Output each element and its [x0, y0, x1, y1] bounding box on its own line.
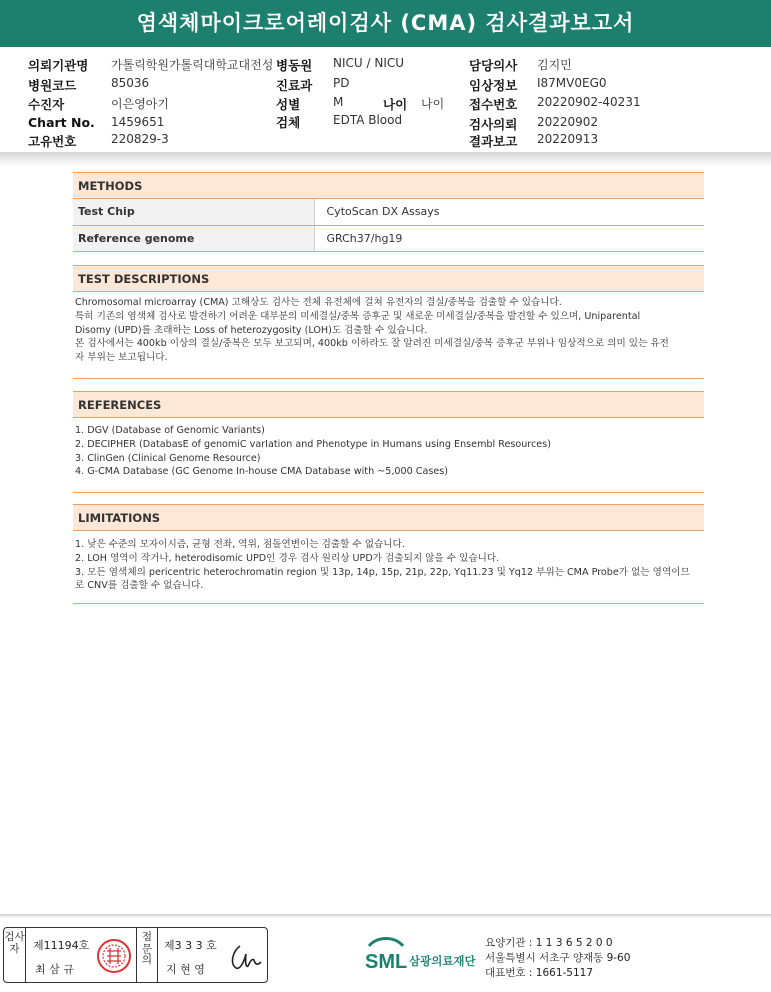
info-label: 나이 [383, 97, 408, 112]
info-label: 검체 [276, 115, 301, 130]
references-section [73, 391, 704, 493]
org-contact [485, 936, 630, 981]
references-heading: REFERENCES [73, 391, 704, 418]
methods-value: GRCh37/hg19 [314, 225, 704, 251]
list-item: 로 CNV를 검출할 수 없습니다. [75, 580, 204, 592]
org-line: 요양기관 : 1 1 3 6 5 2 0 0 [485, 937, 613, 949]
list-item: 3. 모든 염색체의 pericentric heterochromatin region 및 13p, 14p, 15p, 21p, 22p, Yq11.23 및 Yq12 부위는 CMA Probe가 없는 영역이므 [75, 566, 690, 578]
info-label: 병원코드 [28, 78, 77, 93]
info-label: 검사의뢰 [469, 117, 518, 132]
info-label: 임상정보 [469, 78, 518, 93]
seal-icon [96, 938, 132, 974]
info-label: 고유번호 [28, 134, 77, 149]
list-item: 3. ClinGen (Clinical Genome Resource) [75, 452, 261, 464]
text-line: 자 부위는 보고됩니다. [75, 352, 168, 364]
limitations-section [73, 504, 704, 605]
info-value: 20220902-40231 [537, 95, 641, 109]
logo-text: SML [365, 951, 408, 973]
info-label: 진료과 [276, 78, 313, 93]
org-name: 삼광의료재단 [409, 954, 476, 968]
info-label: Chart No. [28, 115, 95, 130]
table-row [73, 225, 704, 251]
methods-table [73, 199, 704, 252]
info-value: 가톨릭학원가톨릭대학교대전성 [111, 58, 274, 72]
reviewer-license: 제3 3 3 호 [164, 939, 217, 952]
text-line: Chromosomal microarray (CMA) 고해상도 검사는 전체 유전체에 걸쳐 유전자의 결실/중복을 검출할 수 있습니다. [75, 297, 562, 308]
section-rule [73, 492, 704, 493]
section-rule [73, 603, 704, 604]
reviewer-name: 지 현 영 [166, 963, 205, 976]
info-value: 나이 [421, 97, 445, 111]
methods-value: CytoScan DX Assays [314, 199, 704, 225]
patient-info-panel [0, 52, 771, 148]
examiner-label: 검사자 [4, 928, 26, 982]
text-line: 특히 기존의 염색체 검사로 발견하기 어려운 대부분의 미세결실/중복 증후군 및 새로운 미세결실/중복을 발견할 수 있으며, Uniparental [75, 310, 641, 322]
info-value: M [333, 95, 344, 109]
methods-key: Test Chip [73, 199, 314, 225]
limitations-body [73, 531, 704, 593]
test-descriptions-body [73, 292, 704, 365]
table-row [73, 199, 704, 225]
reviewer-label: 점문의 [136, 928, 158, 982]
report-title: 염색체마이크로어레이검사 (CMA) 검사결과보고서 [0, 0, 771, 47]
signature-icon [226, 938, 264, 974]
signature-box [3, 927, 268, 983]
section-rule [73, 378, 704, 379]
list-item: 4. G-CMA Database (GC Genome In-house CMA Database with ~5,000 Cases) [75, 466, 448, 478]
info-label: 병동원 [276, 58, 313, 73]
info-value: I87MV0EG0 [537, 76, 607, 90]
sml-logo-icon [363, 934, 481, 978]
limitations-heading: LIMITATIONS [73, 504, 704, 531]
list-item: 1. DGV (Database of Genomic Variants) [75, 425, 265, 436]
info-value: 1459651 [111, 115, 165, 129]
list-item: 2. DECIPHER (DatabasE of genomiC varIation and Phenotype in Humans using Ensembl Resources) [75, 438, 551, 450]
info-value: 김지민 [537, 58, 572, 72]
info-value: 85036 [111, 76, 150, 90]
test-descriptions-heading: TEST DESCRIPTIONS [73, 265, 704, 292]
info-label: 수진자 [28, 97, 65, 112]
header-divider [0, 152, 771, 166]
examiner-name: 최 삼 규 [35, 963, 74, 976]
footer-divider [0, 914, 771, 918]
examiner-license: 제11194호 [33, 939, 90, 952]
info-value: 220829-3 [111, 132, 169, 146]
methods-section [73, 172, 704, 252]
info-label: 접수번호 [469, 97, 518, 112]
info-value: PD [333, 76, 350, 90]
info-value: 이은영아기 [111, 97, 169, 111]
list-item: 2. LOH 영역이 작거나, heterodisomic UPD인 경우 검사 원리상 UPD가 검출되지 않을 수 있습니다. [75, 552, 500, 564]
info-value: EDTA Blood [333, 113, 403, 127]
test-descriptions-section [73, 265, 704, 380]
methods-heading: METHODS [73, 172, 704, 199]
list-item: 1. 낮은 수준의 모자이시즘, 균형 전좌, 역위, 점돌연변이는 검출할 수 없습니다. [75, 539, 405, 550]
text-line: 본 검사에서는 400kb 이상의 결실/중복은 모두 보고되며, 400kb 이하라도 잘 알려진 미세결실/중복 증후군 부위나 임상적으로 의미 있는 유전 [75, 338, 669, 350]
org-line: 대표번호 : 1661-5117 [485, 967, 594, 979]
info-value: NICU / NICU [333, 56, 405, 70]
info-value: 20220913 [537, 132, 599, 146]
text-line: Disomy (UPD)를 초래하는 Loss of heterozygosity (LOH)도 검출할 수 있습니다. [75, 324, 428, 336]
info-label: 담당의사 [469, 58, 518, 73]
info-label: 의뢰기관명 [28, 58, 89, 73]
org-line: 서울특별시 서초구 양재동 9-60 [485, 952, 631, 964]
info-label: 결과보고 [469, 134, 518, 149]
methods-key: Reference genome [73, 225, 314, 251]
info-value: 20220902 [537, 115, 599, 129]
info-label: 성별 [276, 97, 301, 112]
references-body [73, 418, 704, 479]
